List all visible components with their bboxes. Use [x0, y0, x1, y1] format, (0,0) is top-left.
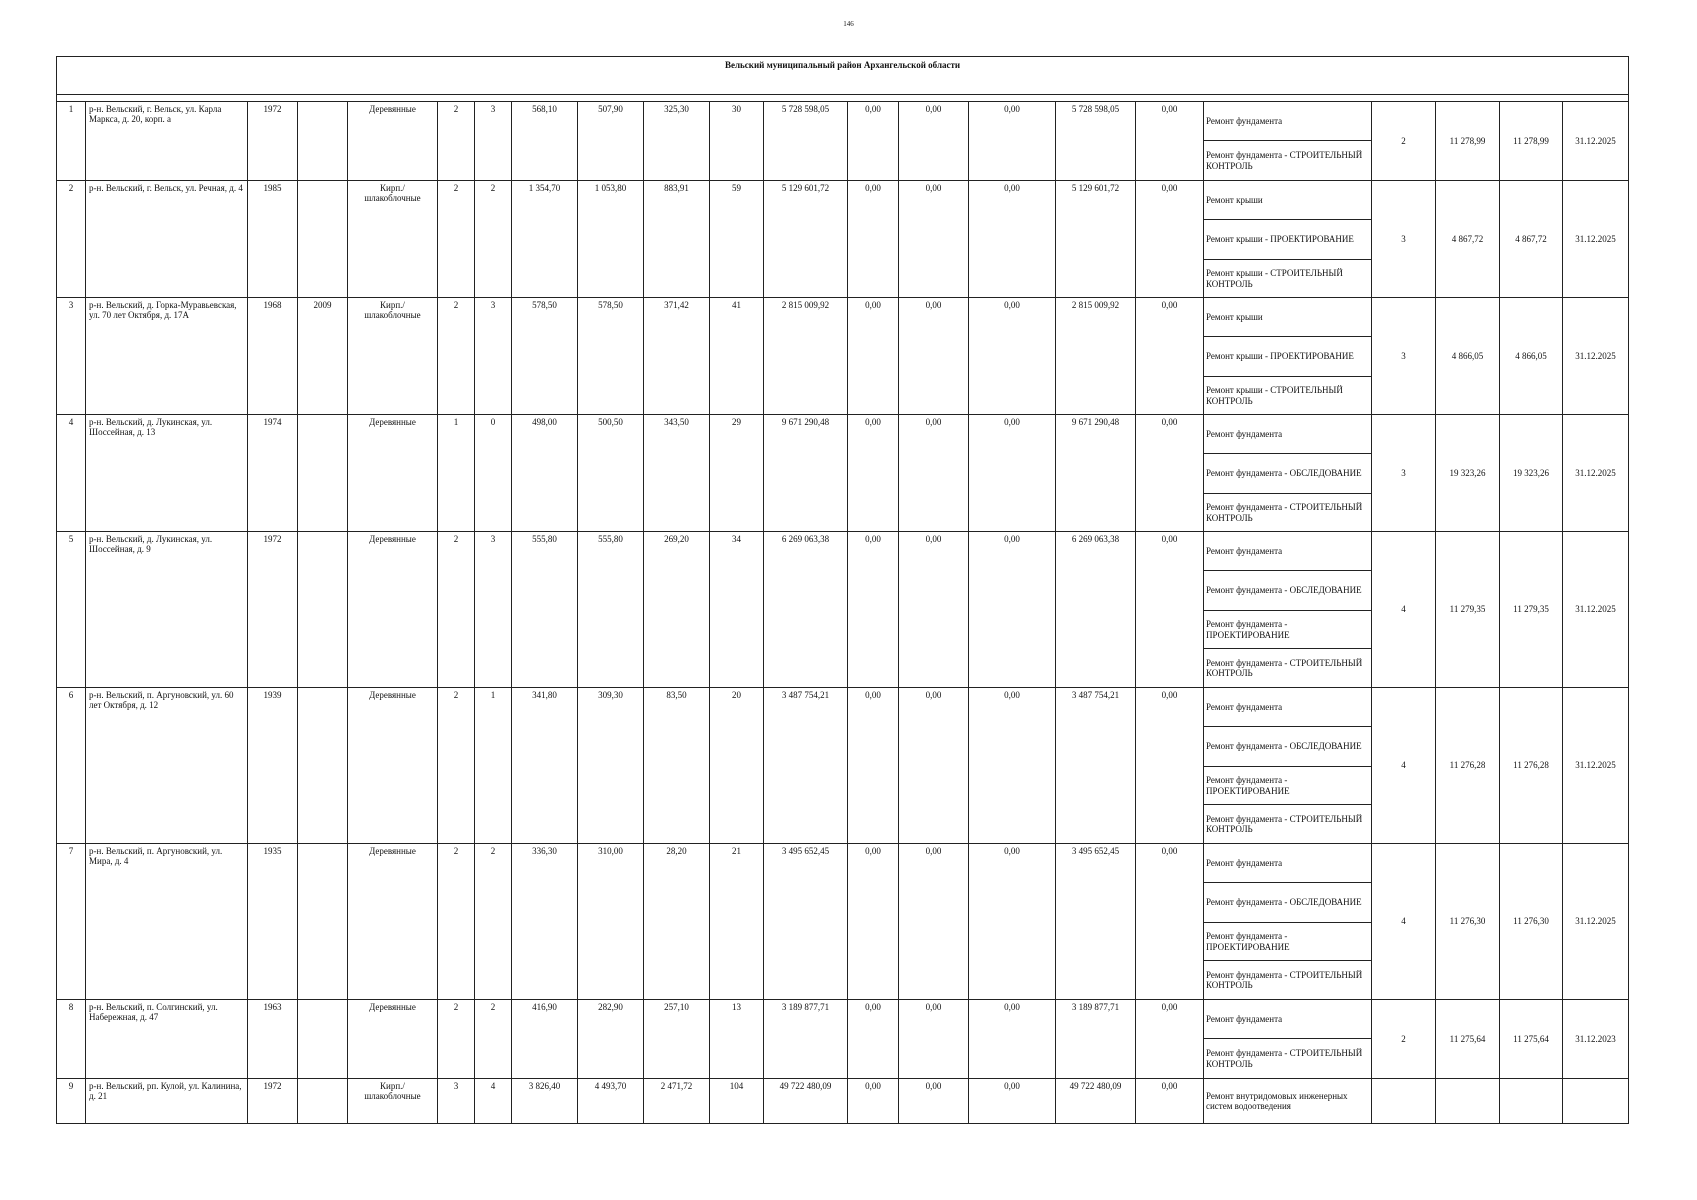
area-total-cell: 498,00	[512, 415, 578, 532]
address-cell: р-н. Вельский, п. Аргуновский, ул. Мира, д. 4	[86, 844, 248, 1000]
fund-regional-cell: 0,00	[899, 298, 969, 415]
cost-total-cell: 5 728 598,05	[764, 102, 848, 181]
work-type-cell: Ремонт фундамента - СТРОИТЕЛЬНЫЙ КОНТРОЛЬ	[1204, 141, 1372, 181]
wall-material-cell: Деревянные	[348, 415, 438, 532]
fund-regional-cell: 0,00	[899, 532, 969, 688]
fund-owners-cell: 3 189 877,71	[1056, 1000, 1136, 1079]
entrances-cell: 0	[475, 415, 512, 532]
work-type-cell: Ремонт фундамента - ОБСЛЕДОВАНИЕ	[1204, 727, 1372, 767]
fund-local-cell: 0,00	[969, 688, 1056, 844]
work-count-cell: 3	[1372, 415, 1436, 532]
fund-regional-cell: 0,00	[899, 1000, 969, 1079]
fund-local-cell: 0,00	[969, 844, 1056, 1000]
work-type-cell: Ремонт крыши	[1204, 298, 1372, 337]
table-row	[57, 298, 1629, 337]
work-count-cell: 4	[1372, 844, 1436, 1000]
area-owned-cell: 257,10	[644, 1000, 710, 1079]
work-count-cell: 3	[1372, 181, 1436, 298]
entrances-cell: 2	[475, 181, 512, 298]
fund-other-cell: 0,00	[1136, 532, 1204, 688]
area-owned-cell: 325,30	[644, 102, 710, 181]
work-type-cell: Ремонт фундамента - СТРОИТЕЛЬНЫЙ КОНТРОЛЬ	[1204, 805, 1372, 844]
fund-local-cell: 0,00	[969, 102, 1056, 181]
residents-cell: 29	[710, 415, 764, 532]
region-spacer-cell	[57, 95, 1629, 102]
work-type-cell: Ремонт фундамента - СТРОИТЕЛЬНЫЙ КОНТРОЛЬ	[1204, 961, 1372, 1000]
area-owned-cell: 83,50	[644, 688, 710, 844]
entrances-cell: 3	[475, 102, 512, 181]
cost-total-cell: 2 815 009,92	[764, 298, 848, 415]
area-living-cell: 1 053,80	[578, 181, 644, 298]
deadline-cell: 31.12.2025	[1563, 688, 1629, 844]
area-owned-cell: 28,20	[644, 844, 710, 1000]
floors-cell: 2	[438, 532, 475, 688]
year-repair-cell	[298, 688, 348, 844]
work-count-cell: 2	[1372, 102, 1436, 181]
region-header-row	[57, 57, 1629, 95]
fund-federal-cell: 0,00	[848, 688, 899, 844]
fund-owners-cell: 6 269 063,38	[1056, 532, 1136, 688]
cost-total-cell: 3 189 877,71	[764, 1000, 848, 1079]
year-built-cell: 1963	[248, 1000, 298, 1079]
unit-cost-cell: 4 866,05	[1436, 298, 1500, 415]
unit-cost-cell: 11 276,28	[1436, 688, 1500, 844]
year-built-cell: 1974	[248, 415, 298, 532]
year-built-cell: 1972	[248, 102, 298, 181]
residents-cell: 41	[710, 298, 764, 415]
address-cell: р-н. Вельский, д. Лукинская, ул. Шоссейная, д. 9	[86, 532, 248, 688]
work-type-cell: Ремонт фундамента	[1204, 102, 1372, 141]
max-cost-cell: 11 276,28	[1500, 688, 1563, 844]
work-count-cell: 2	[1372, 1000, 1436, 1079]
table-row	[57, 415, 1629, 454]
address-cell: р-н. Вельский, п. Солгинский, ул. Набережная, д. 47	[86, 1000, 248, 1079]
fund-other-cell: 0,00	[1136, 181, 1204, 298]
area-owned-cell: 269,20	[644, 532, 710, 688]
year-repair-cell	[298, 1000, 348, 1079]
table-row	[57, 1079, 1629, 1124]
fund-federal-cell: 0,00	[848, 415, 899, 532]
residents-cell: 21	[710, 844, 764, 1000]
max-cost-cell: 4 866,05	[1500, 298, 1563, 415]
row-number: 6	[57, 688, 86, 844]
work-count-cell	[1372, 1079, 1436, 1124]
residents-cell: 34	[710, 532, 764, 688]
area-living-cell: 282,90	[578, 1000, 644, 1079]
area-owned-cell: 343,50	[644, 415, 710, 532]
fund-other-cell: 0,00	[1136, 298, 1204, 415]
wall-material-cell: Деревянные	[348, 688, 438, 844]
floors-cell: 2	[438, 102, 475, 181]
fund-other-cell: 0,00	[1136, 844, 1204, 1000]
wall-material-cell: Кирп./ шлакоблочные	[348, 298, 438, 415]
work-type-cell: Ремонт фундамента	[1204, 415, 1372, 454]
fund-regional-cell: 0,00	[899, 102, 969, 181]
max-cost-cell: 11 278,99	[1500, 102, 1563, 181]
fund-regional-cell: 0,00	[899, 844, 969, 1000]
area-total-cell: 336,30	[512, 844, 578, 1000]
row-number: 9	[57, 1079, 86, 1124]
wall-material-cell: Кирп./ шлакоблочные	[348, 181, 438, 298]
area-total-cell: 568,10	[512, 102, 578, 181]
work-type-cell: Ремонт крыши - СТРОИТЕЛЬНЫЙ КОНТРОЛЬ	[1204, 377, 1372, 415]
year-repair-cell: 2009	[298, 298, 348, 415]
capital-repair-table	[56, 56, 1629, 1124]
deadline-cell: 31.12.2025	[1563, 298, 1629, 415]
area-total-cell: 3 826,40	[512, 1079, 578, 1124]
table-row	[57, 688, 1629, 727]
unit-cost-cell: 11 276,30	[1436, 844, 1500, 1000]
fund-owners-cell: 49 722 480,09	[1056, 1079, 1136, 1124]
deadline-cell	[1563, 1079, 1629, 1124]
cost-total-cell: 6 269 063,38	[764, 532, 848, 688]
area-living-cell: 507,90	[578, 102, 644, 181]
table-row	[57, 532, 1629, 571]
unit-cost-cell: 11 278,99	[1436, 102, 1500, 181]
work-count-cell: 3	[1372, 298, 1436, 415]
work-type-cell: Ремонт крыши - ПРОЕКТИРОВАНИЕ	[1204, 337, 1372, 377]
fund-other-cell: 0,00	[1136, 1079, 1204, 1124]
residents-cell: 104	[710, 1079, 764, 1124]
unit-cost-cell	[1436, 1079, 1500, 1124]
area-living-cell: 555,80	[578, 532, 644, 688]
floors-cell: 2	[438, 181, 475, 298]
area-owned-cell: 371,42	[644, 298, 710, 415]
unit-cost-cell: 11 279,35	[1436, 532, 1500, 688]
work-count-cell: 4	[1372, 688, 1436, 844]
year-built-cell: 1939	[248, 688, 298, 844]
fund-federal-cell: 0,00	[848, 1079, 899, 1124]
work-type-cell: Ремонт фундамента	[1204, 1000, 1372, 1039]
row-number: 4	[57, 415, 86, 532]
address-cell: р-н. Вельский, г. Вельск, ул. Речная, д. 4	[86, 181, 248, 298]
floors-cell: 1	[438, 415, 475, 532]
fund-owners-cell: 2 815 009,92	[1056, 298, 1136, 415]
year-built-cell: 1985	[248, 181, 298, 298]
max-cost-cell: 11 276,30	[1500, 844, 1563, 1000]
fund-other-cell: 0,00	[1136, 688, 1204, 844]
fund-owners-cell: 3 495 652,45	[1056, 844, 1136, 1000]
work-type-cell: Ремонт фундамента - ПРОЕКТИРОВАНИЕ	[1204, 611, 1372, 649]
floors-cell: 3	[438, 1079, 475, 1124]
residents-cell: 13	[710, 1000, 764, 1079]
fund-other-cell: 0,00	[1136, 102, 1204, 181]
entrances-cell: 4	[475, 1079, 512, 1124]
work-type-cell: Ремонт фундамента	[1204, 532, 1372, 571]
fund-federal-cell: 0,00	[848, 102, 899, 181]
work-type-cell: Ремонт крыши - СТРОИТЕЛЬНЫЙ КОНТРОЛЬ	[1204, 260, 1372, 298]
year-repair-cell	[298, 102, 348, 181]
fund-owners-cell: 9 671 290,48	[1056, 415, 1136, 532]
wall-material-cell: Деревянные	[348, 102, 438, 181]
year-built-cell: 1935	[248, 844, 298, 1000]
cost-total-cell: 9 671 290,48	[764, 415, 848, 532]
max-cost-cell: 4 867,72	[1500, 181, 1563, 298]
wall-material-cell: Деревянные	[348, 532, 438, 688]
year-repair-cell	[298, 844, 348, 1000]
area-owned-cell: 883,91	[644, 181, 710, 298]
row-number: 3	[57, 298, 86, 415]
year-built-cell: 1972	[248, 1079, 298, 1124]
floors-cell: 2	[438, 298, 475, 415]
unit-cost-cell: 11 275,64	[1436, 1000, 1500, 1079]
work-type-cell: Ремонт фундамента - ОБСЛЕДОВАНИЕ	[1204, 571, 1372, 611]
address-cell: р-н. Вельский, г. Вельск, ул. Карла Маркса, д. 20, корп. а	[86, 102, 248, 181]
area-living-cell: 310,00	[578, 844, 644, 1000]
area-owned-cell: 2 471,72	[644, 1079, 710, 1124]
area-total-cell: 341,80	[512, 688, 578, 844]
work-type-cell: Ремонт крыши	[1204, 181, 1372, 220]
area-living-cell: 500,50	[578, 415, 644, 532]
work-type-cell: Ремонт крыши - ПРОЕКТИРОВАНИЕ	[1204, 220, 1372, 260]
year-repair-cell	[298, 532, 348, 688]
residents-cell: 59	[710, 181, 764, 298]
fund-local-cell: 0,00	[969, 532, 1056, 688]
max-cost-cell: 11 279,35	[1500, 532, 1563, 688]
fund-other-cell: 0,00	[1136, 1000, 1204, 1079]
area-total-cell: 578,50	[512, 298, 578, 415]
entrances-cell: 1	[475, 688, 512, 844]
unit-cost-cell: 4 867,72	[1436, 181, 1500, 298]
floors-cell: 2	[438, 844, 475, 1000]
year-repair-cell	[298, 415, 348, 532]
year-built-cell: 1972	[248, 532, 298, 688]
work-type-cell: Ремонт фундамента - СТРОИТЕЛЬНЫЙ КОНТРОЛЬ	[1204, 649, 1372, 688]
address-cell: р-н. Вельский, п. Аргуновский, ул. 60 лет Октября, д. 12	[86, 688, 248, 844]
fund-regional-cell: 0,00	[899, 415, 969, 532]
wall-material-cell: Деревянные	[348, 1000, 438, 1079]
max-cost-cell: 11 275,64	[1500, 1000, 1563, 1079]
work-type-cell: Ремонт фундамента - СТРОИТЕЛЬНЫЙ КОНТРОЛЬ	[1204, 1039, 1372, 1079]
work-type-cell: Ремонт фундамента - ПРОЕКТИРОВАНИЕ	[1204, 767, 1372, 805]
year-repair-cell	[298, 1079, 348, 1124]
deadline-cell: 31.12.2025	[1563, 181, 1629, 298]
work-type-cell: Ремонт фундамента	[1204, 844, 1372, 883]
entrances-cell: 3	[475, 532, 512, 688]
table-row	[57, 102, 1629, 141]
wall-material-cell: Деревянные	[348, 844, 438, 1000]
row-number: 8	[57, 1000, 86, 1079]
row-number: 7	[57, 844, 86, 1000]
work-type-cell: Ремонт внутридомовых инженерных систем водоотведения	[1204, 1079, 1372, 1124]
floors-cell: 2	[438, 1000, 475, 1079]
work-type-cell: Ремонт фундамента	[1204, 688, 1372, 727]
deadline-cell: 31.12.2025	[1563, 415, 1629, 532]
row-number: 2	[57, 181, 86, 298]
fund-local-cell: 0,00	[969, 415, 1056, 532]
row-number: 1	[57, 102, 86, 181]
fund-owners-cell: 5 129 601,72	[1056, 181, 1136, 298]
cost-total-cell: 3 487 754,21	[764, 688, 848, 844]
wall-material-cell: Кирп./ шлакоблочные	[348, 1079, 438, 1124]
fund-local-cell: 0,00	[969, 1079, 1056, 1124]
fund-federal-cell: 0,00	[848, 1000, 899, 1079]
work-type-cell: Ремонт фундамента - СТРОИТЕЛЬНЫЙ КОНТРОЛЬ	[1204, 494, 1372, 532]
area-living-cell: 309,30	[578, 688, 644, 844]
cost-total-cell: 3 495 652,45	[764, 844, 848, 1000]
residents-cell: 20	[710, 688, 764, 844]
work-type-cell: Ремонт фундамента - ПРОЕКТИРОВАНИЕ	[1204, 923, 1372, 961]
page-number: 146	[843, 20, 854, 28]
year-repair-cell	[298, 181, 348, 298]
table-row	[57, 1000, 1629, 1039]
entrances-cell: 2	[475, 844, 512, 1000]
fund-federal-cell: 0,00	[848, 844, 899, 1000]
entrances-cell: 2	[475, 1000, 512, 1079]
fund-other-cell: 0,00	[1136, 415, 1204, 532]
deadline-cell: 31.12.2025	[1563, 844, 1629, 1000]
max-cost-cell	[1500, 1079, 1563, 1124]
area-total-cell: 1 354,70	[512, 181, 578, 298]
floors-cell: 2	[438, 688, 475, 844]
residents-cell: 30	[710, 102, 764, 181]
fund-federal-cell: 0,00	[848, 532, 899, 688]
deadline-cell: 31.12.2025	[1563, 532, 1629, 688]
deadline-cell: 31.12.2023	[1563, 1000, 1629, 1079]
fund-regional-cell: 0,00	[899, 181, 969, 298]
area-total-cell: 416,90	[512, 1000, 578, 1079]
fund-local-cell: 0,00	[969, 1000, 1056, 1079]
work-type-cell: Ремонт фундамента - ОБСЛЕДОВАНИЕ	[1204, 454, 1372, 494]
region-title: Вельский муниципальный район Архангельской области	[57, 57, 1629, 95]
work-count-cell: 4	[1372, 532, 1436, 688]
address-cell: р-н. Вельский, рп. Кулой, ул. Калинина, д. 21	[86, 1079, 248, 1124]
address-cell: р-н. Вельский, д. Горка-Муравьевская, ул. 70 лет Октября, д. 17А	[86, 298, 248, 415]
area-total-cell: 555,80	[512, 532, 578, 688]
fund-federal-cell: 0,00	[848, 181, 899, 298]
fund-local-cell: 0,00	[969, 181, 1056, 298]
fund-regional-cell: 0,00	[899, 1079, 969, 1124]
fund-local-cell: 0,00	[969, 298, 1056, 415]
unit-cost-cell: 19 323,26	[1436, 415, 1500, 532]
fund-federal-cell: 0,00	[848, 298, 899, 415]
table-row	[57, 181, 1629, 220]
area-living-cell: 4 493,70	[578, 1079, 644, 1124]
region-spacer-row	[57, 95, 1629, 102]
year-built-cell: 1968	[248, 298, 298, 415]
cost-total-cell: 49 722 480,09	[764, 1079, 848, 1124]
max-cost-cell: 19 323,26	[1500, 415, 1563, 532]
fund-owners-cell: 3 487 754,21	[1056, 688, 1136, 844]
fund-regional-cell: 0,00	[899, 688, 969, 844]
work-type-cell: Ремонт фундамента - ОБСЛЕДОВАНИЕ	[1204, 883, 1372, 923]
area-living-cell: 578,50	[578, 298, 644, 415]
fund-owners-cell: 5 728 598,05	[1056, 102, 1136, 181]
entrances-cell: 3	[475, 298, 512, 415]
row-number: 5	[57, 532, 86, 688]
deadline-cell: 31.12.2025	[1563, 102, 1629, 181]
cost-total-cell: 5 129 601,72	[764, 181, 848, 298]
address-cell: р-н. Вельский, д. Лукинская, ул. Шоссейная, д. 13	[86, 415, 248, 532]
table-row	[57, 844, 1629, 883]
